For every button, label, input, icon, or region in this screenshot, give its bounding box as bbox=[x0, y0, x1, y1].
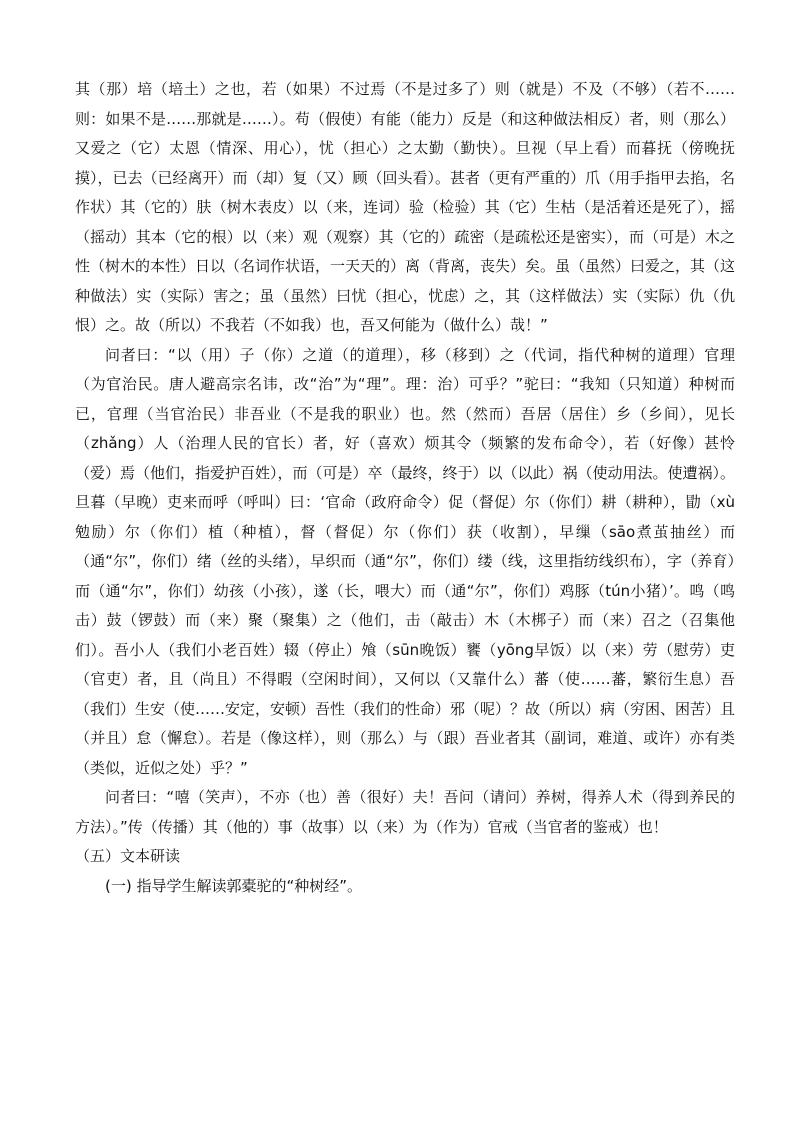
paragraph-3: 问者曰：“嘻（笑声），不亦（也）善（很好）夫！吾问（请问）养树，得养人术（得到养民的方法）。”传（传播）其（他的）事（故事）以（来）为（作为）官戒（当官者的鉴戒）也！ bbox=[75, 788, 735, 836]
document-page bbox=[75, 75, 735, 901]
paragraph-1: 其（那）培（培土）之也，若（如果）不过焉（不是过多了）则（就是）不及（不够）（若不……则：如果不是……那就是……）。苟（假使）有能（能力）反是（和这种做法相反）者，则（那么）又爱之（它）太恩（情深、用心），忧（担心）之太勤（勤快）。旦视（早上看）而暮抚（傍晚抚摸），已去（已经离开）而（却）复（又）顾（回头看）。甚者（更有严重的）爪（用手指甲去掐，名作状）其（它的）肤（树木表皮）以（来，连词）验（检验）其（它）生枯（是活着还是死了），摇（摇动）其本（它的根）以（来）观（观察）其（它的）疏密（是疏松还是密实），而（可是）木之性（树木的本性）日以（名词作状语，一天天的）离（背离，丧失）矣。虽（虽然）曰爱之，其（这种做法）实（实际）害之；虽（虽然）曰忧（担心，忧虑）之，其（这样做法）实（实际）仇（仇恨）之。故（所以）不我若（不如我）也，吾又何能为（做什么）哉！” bbox=[75, 80, 736, 334]
paragraph-2: 问者曰：“以（用）子（你）之道（的道理），移（移到）之（代词，指代种树的道理）官理（为官治民。唐人避高宗名讳，改“治”为“理”。理：治）可乎？”驼曰：“我知（只知道）种树而已，官理（当官治民）非吾业（不是我的职业）也。然（然而）吾居（居住）乡（乡间），见长（zhǎng）人（治理人民的官长）者，好（喜欢）烦其令（频繁的发布命令），若（好像）甚怜（爱）焉（他们，指爱护百姓），而（可是）卒（最终，终于）以（以此）祸（使动用法。使遭祸）。旦暮（早晚）吏来而呼（呼叫）曰：‘官命（政府命令）促（督促）尔（你们）耕（耕种），勖（xù勉励）尔（你们）植（种植），督（督促）尔（你们）获（收割），早缫（sāo煮茧抽丝）而（通“尔”，你们）绪（丝的头绪），早织而（通“尔”，你们）缕（线，这里指纺线织布），字（养育）而（通“尔”，你们）幼孩（小孩），遂（长，喂大）而（通“尔”，你们）鸡豚（tún小猪）’。鸣（鸣击）鼓（锣鼓）而（来）聚（聚集）之（他们，击（敲击）木（木梆子）而（来）召之（召集他们）。吾小人（我们小老百姓）辍（停止）飧（sūn晚饭）饔（yōng早饭）以（来）劳（慰劳）吏（官吏）者，且（尚且）不得暇（空闲时间），又何以（又靠什么）蕃（使……蕃，繁衍生息）吾（我们）生安（使……安定，安顿）吾性（我们的性命）邪（呢）？故（所以）病（穷困、困苦）且（并且）怠（懈怠）。若是（像这样），则（那么）与（跟）吾业者其（副词，难道、或许）亦有类（类似，近似之处）乎？” bbox=[75, 345, 736, 777]
sub-heading: (一) 指导学生解读郭橐驼的“种树经”。 bbox=[105, 876, 363, 895]
section-heading: （五）文本研读 bbox=[75, 847, 181, 865]
